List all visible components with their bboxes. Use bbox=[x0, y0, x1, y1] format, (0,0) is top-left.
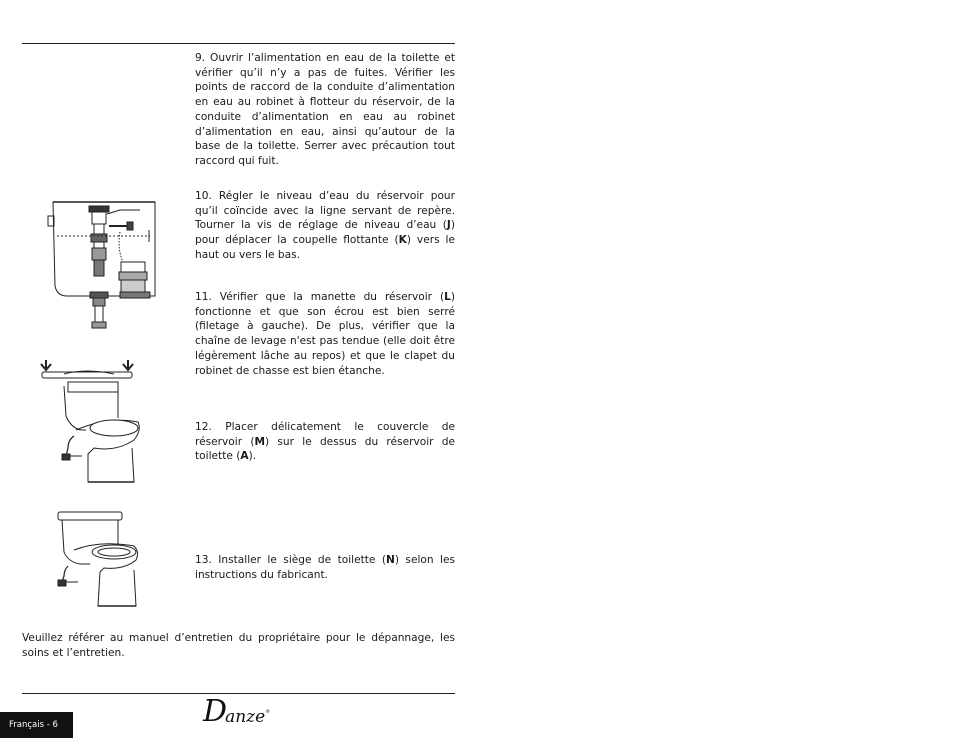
step-11-text: 11. Vérifier que la manette du réservoir (L) fonctionne et que son écrou est bien serré (filetage à gauche). De plus, vérifier que la chaîne de levage n'est pas tendue (elle doit être légèrement lâche au repos) et que le clapet du robinet de chasse est bien étanche. bbox=[195, 291, 455, 377]
step-10-text: 10. Régler le niveau d’eau du réservoir pour qu’il coïncide avec la ligne servant de repère. Tourner la vis de réglage de niveau d’eau (J) pour déplacer la coupelle flottante (K) vers le haut ou vers le bas. bbox=[195, 190, 455, 261]
top-rule bbox=[22, 43, 455, 44]
danze-logo bbox=[203, 694, 271, 729]
step-13-text: 13. Installer le siège de toilette (N) selon les instructions du fabricant. bbox=[195, 554, 455, 581]
bottom-rule bbox=[22, 693, 455, 694]
lid-placement-illustration bbox=[36, 356, 146, 486]
page-number-tab bbox=[0, 712, 73, 738]
page-label: Français - 6 bbox=[9, 720, 58, 730]
maintenance-note: Veuillez référer au manuel d’entretien du propriétaire pour le dépannage, les soins et l’entretien. bbox=[22, 632, 455, 659]
logo-rest: anze bbox=[225, 707, 266, 727]
tank-interior-illustration bbox=[45, 196, 160, 332]
logo-registered-mark: ® bbox=[265, 709, 271, 715]
step-9-text: 9. Ouvrir l’alimentation en eau de la toilette et vérifier qu’il n’y a pas de fuites. Vérifier les points de raccord de la conduite d’alimentation en eau au robinet à flotteur du réservoir, de la conduite d’alimentation en eau au robinet d’alimentation en eau, ainsi qu’autour de la base de la toilette. Serrer avec précaution tout raccord qui fuit. bbox=[195, 52, 455, 167]
logo-initial: D bbox=[203, 694, 228, 729]
seat-installation-illustration bbox=[50, 510, 142, 610]
step-12-text: 12. Placer délicatement le couvercle de réservoir (M) sur le dessus du réservoir de toilette (A). bbox=[195, 421, 455, 463]
